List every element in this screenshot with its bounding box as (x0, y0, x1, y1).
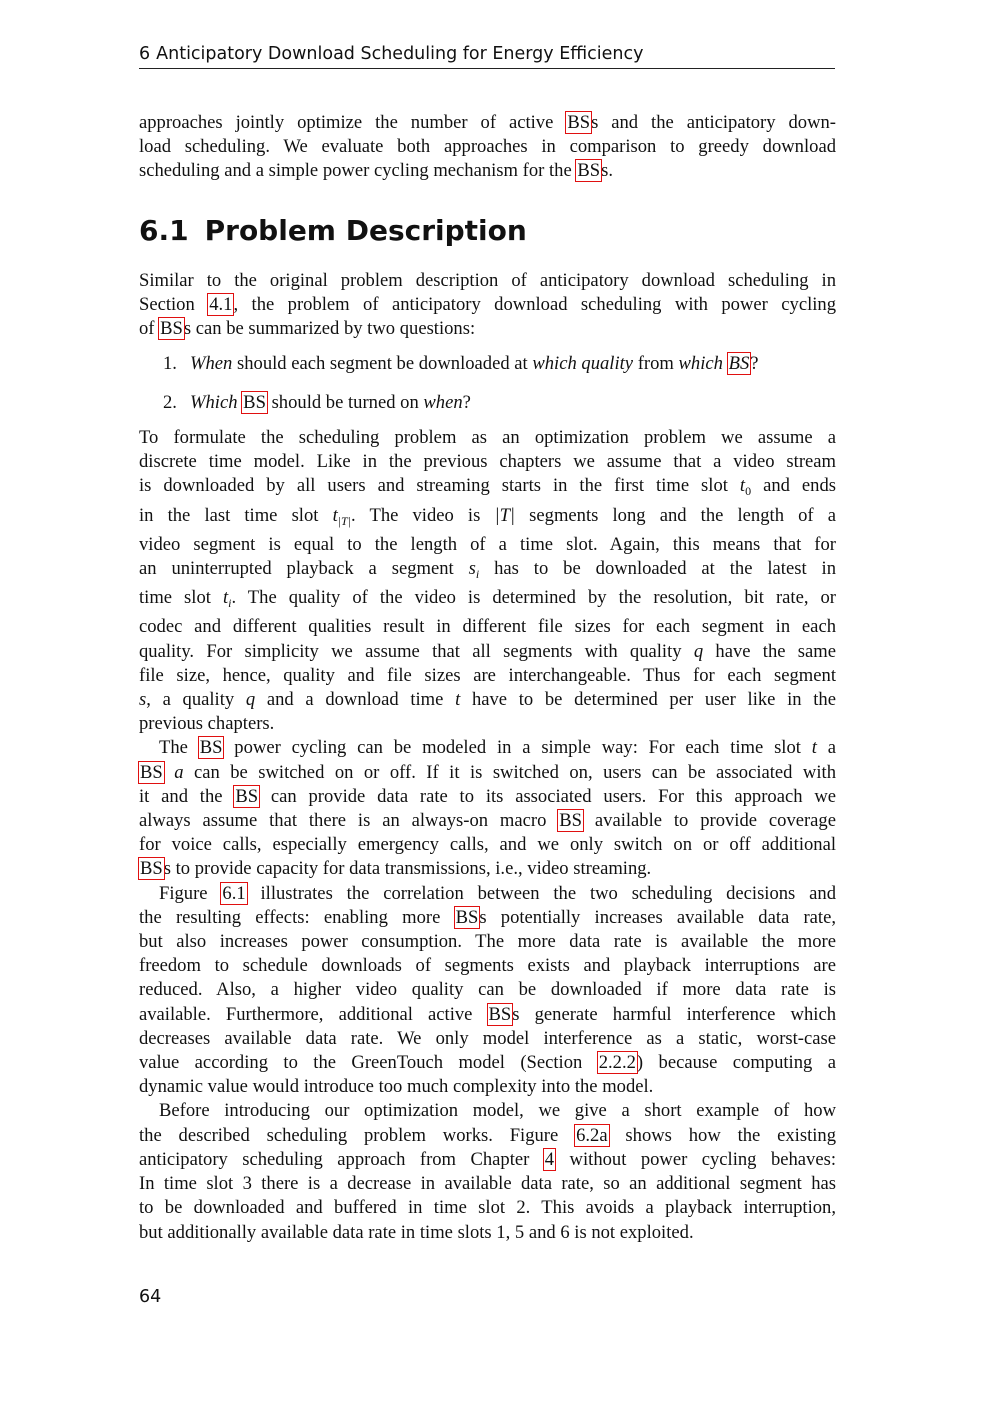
bs-link[interactable]: BS (559, 810, 583, 832)
text-line: Figure 6.1 illustrates the correlation between the two scheduling decisions and (159, 882, 836, 904)
text-line: dynamic value would introduce too much complexity into the model. (139, 1076, 654, 1098)
text-line: anticipatory scheduling approach from Chapter 4 without power cycling behaves: (139, 1148, 836, 1170)
figure-6-2a-link[interactable]: 6.2a (576, 1124, 608, 1146)
list-item-number: 2. (163, 392, 177, 413)
text-line: of BSs can be summarized by two questions: (139, 318, 476, 340)
section-number: 6.1 (139, 214, 189, 247)
text-line: previous chapters. (139, 713, 275, 735)
text-line: BSs to provide capacity for data transmissions, i.e., video streaming. (140, 858, 652, 880)
text-line: video segment is equal to the length of a time slot. Again, this means that for (139, 533, 836, 555)
bs-link[interactable]: BS (140, 761, 163, 783)
text-line: freedom to schedule downloads of segments exists and playback interruptions are (139, 955, 836, 977)
list-item: 1. When should each segment be downloaded at which quality from which BS? (163, 353, 759, 374)
text-line: decreases available data rate. We only model interference as a static, worst-case (139, 1027, 836, 1049)
text-line: To formulate the scheduling problem as an optimization problem we assume a (139, 427, 836, 448)
text-line: but additionally available data rate in time slots 1, 5 and 6 is not exploited. (139, 1221, 694, 1243)
text-line: BS a can be switched on or off. If it is switched on, users can be associated with (140, 761, 836, 783)
chapter-number: 6 (139, 44, 151, 64)
text-line: available. Furthermore, additional active BSs generate harmful interference which (139, 1003, 836, 1025)
text-line: The BS power cycling can be modeled in a simple way: For each time slot t a (159, 737, 836, 759)
bs-link[interactable]: BS (567, 112, 591, 133)
text-line: file size, hence, quality and file sizes are interchangeable. Thus for each segment (139, 664, 836, 686)
chapter-title: Anticipatory Download Scheduling for Energy Efficiency (156, 44, 644, 64)
list-item: 2. Which BS should be turned on when? (163, 392, 471, 413)
text-line: an uninterrupted playback a segment $s_i$ has to be downloaded at the latest in (139, 558, 837, 582)
text-line: In time slot 3 there is a decrease in available data rate, so an additional segment has (139, 1173, 836, 1195)
bs-link[interactable]: BS (243, 392, 266, 413)
list-item-number: 1. (163, 353, 177, 374)
section-title: Problem Description (204, 214, 527, 247)
figure-6-1-link[interactable]: 6.1 (222, 882, 246, 904)
section-4-1-link[interactable]: 4.1 (209, 294, 233, 316)
paragraph-time-model (139, 426, 836, 1245)
text-line: codec and different qualities result in different file sizes for each segment in each (139, 616, 836, 638)
bs-link[interactable]: BS (577, 160, 601, 182)
bs-link[interactable]: BS (235, 785, 259, 807)
page-number: 64 (139, 1287, 162, 1307)
text-line: Similar to the original problem description of anticipatory download scheduling in (139, 270, 836, 291)
text-line: quality. For simplicity we assume that all segments with quality q have the same (139, 640, 836, 662)
text-line: time slot $t_i$. The quality of the video is determined by the resolution, bit rate, or (139, 587, 837, 611)
bs-link[interactable]: BS (160, 318, 183, 340)
text-line: but also increases power consumption. The more data rate is available the more (139, 931, 836, 953)
text-line: always assume that there is an always-on macro BS available to provide coverage (139, 810, 836, 832)
text-line: for voice calls, especially emergency calls, and we only switch on or off additional (139, 834, 836, 856)
text-line: Before introducing our optimization model, we give a short example of how (159, 1100, 836, 1122)
bs-link[interactable]: BS (728, 353, 750, 374)
text-line: the resulting effects: enabling more BSs potentially increases available data rate, (139, 906, 836, 928)
text-line: scheduling and a simple power cycling mechanism for the BSs. (139, 160, 613, 182)
section-heading (139, 214, 527, 247)
text-line: reduced. Also, a higher video quality can be downloaded if more data rate is (139, 979, 836, 1001)
bs-link[interactable]: BS (488, 1003, 512, 1025)
text-line: in the last time slot $t_{|T|}$. The video is |T| segments long and the length of a (139, 504, 836, 528)
bs-link[interactable]: BS (199, 737, 223, 759)
text-line: approaches jointly optimize the number of active BSs and the anticipatory down- (139, 112, 836, 133)
text-line: is downloaded by all users and streaming starts in the first time slot $t_0$ and ends (139, 475, 836, 499)
paragraph-problem-intro (139, 269, 836, 342)
text-line: value according to the GreenTouch model (Section 2.2.2) because computing a (139, 1052, 836, 1074)
bs-link[interactable]: BS (455, 906, 479, 928)
running-header (139, 44, 835, 69)
text-line: s, a quality q and a download time t have to be determined per user like in the (139, 689, 836, 711)
bs-link[interactable]: BS (140, 858, 163, 880)
text-line: the described scheduling problem works. Figure 6.2a shows how the existing (139, 1124, 837, 1146)
text-line: Section 4.1, the problem of anticipatory download scheduling with power cycling (139, 294, 836, 316)
text-line: to be downloaded and buffered in time slot 2. This avoids a playback interruption, (139, 1197, 836, 1219)
text-line: discrete time model. Like in the previous chapters we assume that a video stream (139, 451, 836, 473)
text-line: load scheduling. We evaluate both approaches in comparison to greedy download (139, 136, 836, 158)
intro-paragraph (139, 111, 836, 184)
section-2-2-2-link[interactable]: 2.2.2 (598, 1052, 636, 1074)
chapter-4-link[interactable]: 4 (544, 1148, 555, 1170)
text-line: it and the BS can provide data rate to its associated users. For this approach we (139, 785, 837, 807)
